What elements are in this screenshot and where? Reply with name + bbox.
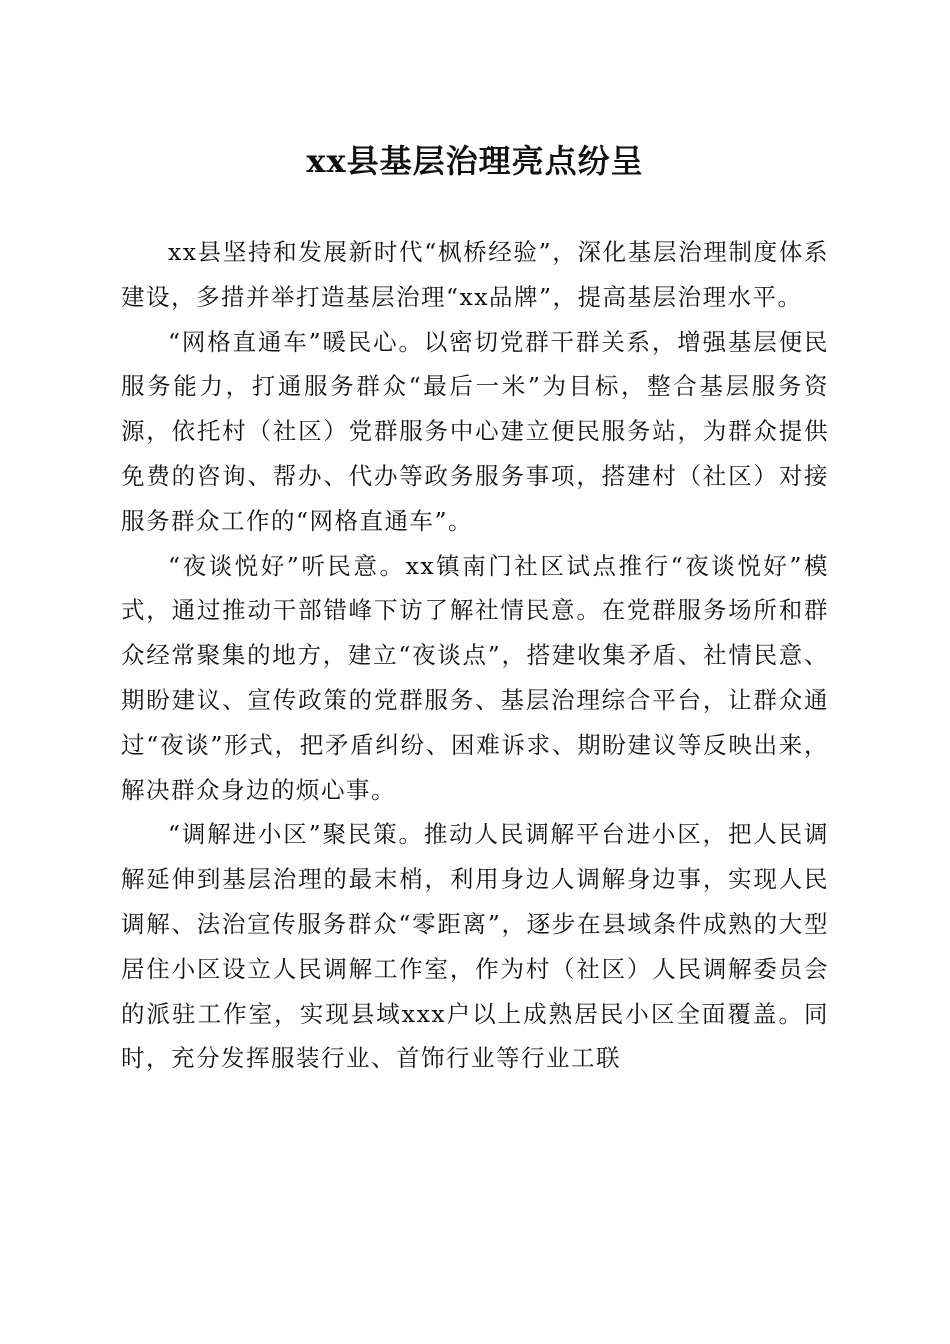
paragraph-night-talk: “夜谈悦好”听民意。xx镇南门社区试点推行“夜谈悦好”模式，通过推动干部错峰下访了解社情民意。在党群服务场所和群众经常聚集的地方，建立“夜谈点”，搭建收集矛盾、社情民意、期盼建议、宣传政策的党群服务、基层治理综合平台，让群众通过“夜谈”形式，把矛盾纠纷、困难诉求、期盼建议等反映出来，解决群众身边的烦心事。 [121, 551, 829, 804]
paragraph-mediation: “调解进小区”聚民策。推动人民调解平台进小区，把人民调解延伸到基层治理的最末梢，利用身边人调解身边事，实现人民调解、法治宣传服务群众“零距离”，逐步在县域条件成熟的大型居住小区设立人民调解工作室，作为村（社区）人民调解委员会的派驻工作室，实现县域xxx户以上成熟居民小区全面覆盖。同时，充分发挥服装行业、首饰行业等行业工联 [121, 820, 829, 1073]
paragraph-grid-express: “网格直通车”暖民心。以密切党群干群关系，增强基层便民服务能力，打通服务群众“最后一米”为目标，整合基层服务资源，依托村（社区）党群服务中心建立便民服务站，为群众提供免费的咨询、帮办、代办等政务服务事项，搭建村（社区）对接服务群众工作的“网格直通车”。 [121, 327, 829, 535]
document-title: xx县基层治理亮点纷呈 [306, 142, 644, 180]
document-body [121, 230, 829, 1081]
paragraph-intro: xx县坚持和发展新时代“枫桥经验”，深化基层治理制度体系建设，多措并举打造基层治理“xx品牌”，提高基层治理水平。 [121, 238, 829, 311]
